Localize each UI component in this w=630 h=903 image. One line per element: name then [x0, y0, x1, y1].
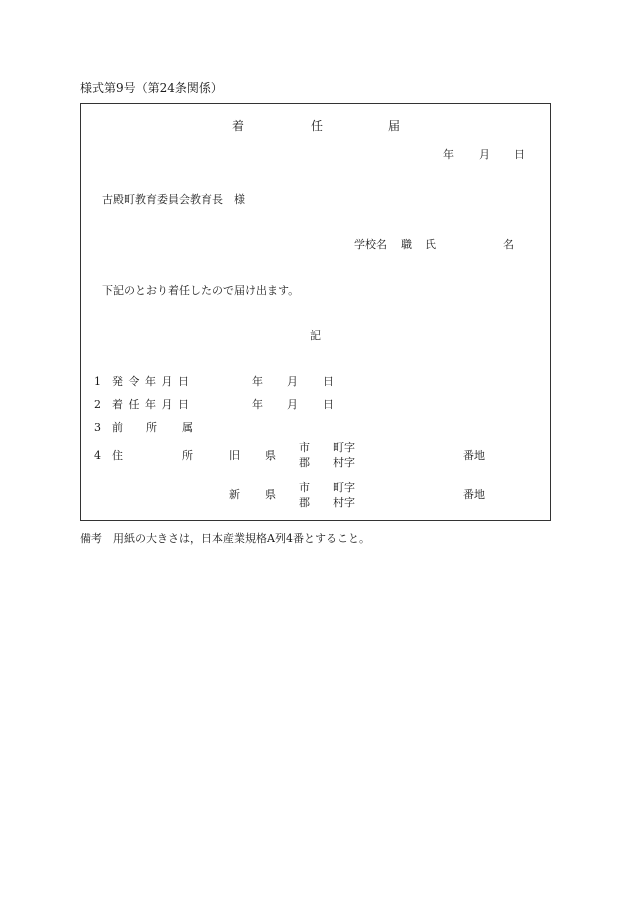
item-3-label-2: 所 [146, 421, 157, 434]
address-old-shi: 市 [299, 441, 310, 454]
address-old-mura: 村字 [333, 456, 355, 469]
address-old-gun: 郡 [299, 456, 310, 469]
date-year: 年 [443, 148, 454, 161]
applicant-name-1: 氏 [425, 238, 436, 251]
item-3-label-3: 属 [182, 421, 193, 434]
address-new-mura: 村字 [333, 496, 355, 509]
date-day: 日 [514, 148, 525, 161]
item-1-day: 日 [323, 375, 334, 388]
address-old-kind: 旧 [229, 449, 240, 462]
title-char-2: 任 [311, 119, 324, 133]
item-1-year: 年 [252, 375, 263, 388]
title-char-3: 届 [388, 119, 401, 133]
address-new-shi: 市 [299, 481, 310, 494]
address-old-machi: 町字 [333, 441, 355, 454]
item-3-number: 3 [94, 421, 101, 434]
title-char-1: 着 [232, 119, 245, 133]
item-3-label-1: 前 [112, 421, 123, 434]
applicant-school: 学校名 [354, 238, 387, 251]
date-month: 月 [479, 148, 490, 161]
applicant-position: 職 [401, 238, 412, 251]
item-4-label-1: 住 [112, 449, 123, 462]
item-4-label-2: 所 [182, 449, 193, 462]
address-old-banchi: 番地 [463, 449, 485, 462]
address-old-ken: 県 [265, 449, 276, 462]
address-new-machi: 町字 [333, 481, 355, 494]
address-new-gun: 郡 [299, 496, 310, 509]
note: 備考 用紙の大きさは，日本産業規格A列4番とすること。 [80, 532, 370, 545]
item-2-year: 年 [252, 398, 263, 411]
statement: 下記のとおり着任したので届け出ます。 [102, 284, 300, 297]
item-1-label: 発 令 年 月 日 [112, 375, 190, 388]
item-2-month: 月 [287, 398, 298, 411]
address-new-ken: 県 [265, 488, 276, 501]
item-2-day: 日 [323, 398, 334, 411]
applicant-name-2: 名 [503, 238, 514, 251]
address-new-banchi: 番地 [463, 488, 485, 501]
form-number: 様式第9号（第24条関係） [80, 81, 223, 95]
item-2-number: 2 [94, 398, 101, 411]
item-2-label: 着 任 年 月 日 [112, 398, 190, 411]
addressee: 古殿町教育委員会教育長 様 [102, 193, 245, 206]
item-1-number: 1 [94, 375, 101, 388]
item-1-month: 月 [287, 375, 298, 388]
address-new-kind: 新 [229, 488, 240, 501]
ki-heading: 記 [310, 329, 321, 342]
form-frame [80, 103, 551, 521]
item-4-number: 4 [94, 449, 101, 462]
